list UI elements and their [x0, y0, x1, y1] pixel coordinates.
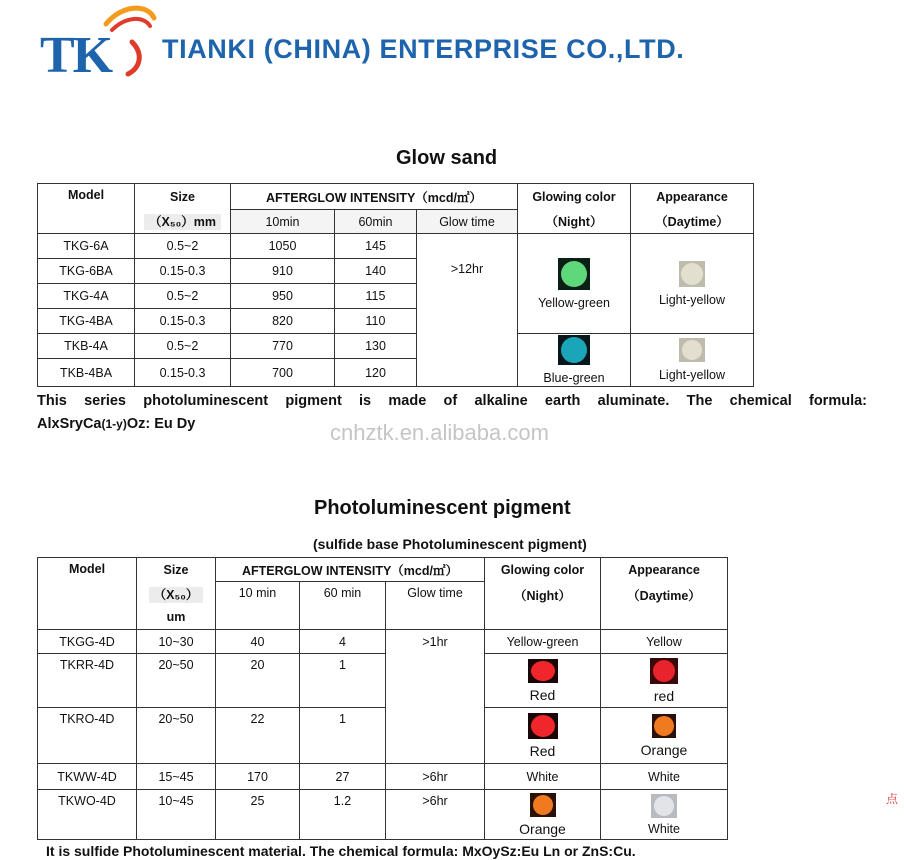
size-cell: 20~50 [137, 708, 216, 764]
t10-cell: 950 [231, 284, 335, 309]
header-glowing-color: Glowing color [485, 558, 601, 582]
model-cell: TKGG-4D [38, 630, 137, 654]
night-color-label: Red [529, 686, 556, 703]
header-daytime: （Daytime） [601, 582, 728, 630]
glow-time-cell: >6hr [386, 764, 485, 790]
orange-swatch [652, 714, 676, 738]
day-color-cell: White [601, 764, 728, 790]
header-size-unit: （X₅₀）mm [135, 210, 231, 234]
table-row [38, 790, 728, 840]
section-title-pigment: Photoluminescent pigment [314, 497, 571, 519]
company-name: TIANKI (CHINA) ENTERPRISE CO.,LTD. [162, 34, 685, 64]
size-cell: 0.15-0.3 [135, 309, 231, 334]
header-size-unit: （X₅₀） [137, 582, 216, 606]
yellow-green-swatch [558, 258, 590, 290]
t10-cell: 25 [216, 790, 300, 840]
table-row [38, 234, 754, 259]
red-swatch [528, 659, 558, 683]
model-cell: TKRR-4D [38, 654, 137, 708]
t10-cell: 770 [231, 334, 335, 359]
t60-cell: 4 [300, 630, 386, 654]
size-cell: 0.5~2 [135, 334, 231, 359]
night-color-label: Red [529, 742, 556, 759]
header-model: Model [38, 558, 137, 630]
model-cell: TKRO-4D [38, 708, 137, 764]
header-10min: 10 min [216, 582, 300, 630]
night-color-label: Yellow-green [538, 295, 610, 310]
night-color-cell [518, 334, 631, 387]
day-color-cell [601, 790, 728, 840]
t60-cell: 120 [335, 359, 417, 387]
red-swatch [650, 658, 678, 684]
watermark: cnhztk.en.alibaba.com [330, 420, 549, 445]
glow-sand-table [37, 183, 754, 387]
day-color-label: Light-yellow [658, 292, 725, 307]
header-model: Model [38, 184, 135, 234]
t60-cell: 110 [335, 309, 417, 334]
night-color-cell [518, 234, 631, 334]
t60-cell: 115 [335, 284, 417, 309]
header-size-unit-um: um [137, 606, 216, 630]
day-color-label: Orange [640, 741, 688, 758]
header-appearance: Appearance [631, 184, 754, 210]
t10-cell: 40 [216, 630, 300, 654]
size-cell: 20~50 [137, 654, 216, 708]
day-color-cell [601, 708, 728, 764]
size-cell: 0.5~2 [135, 234, 231, 259]
t60-cell: 1.2 [300, 790, 386, 840]
header-daytime: （Daytime） [631, 210, 754, 234]
t60-cell: 140 [335, 259, 417, 284]
day-color-cell [601, 654, 728, 708]
glow-time-cell: >6hr [386, 790, 485, 840]
t10-cell: 1050 [231, 234, 335, 259]
size-cell: 0.15-0.3 [135, 259, 231, 284]
header-night: （Night） [518, 210, 631, 234]
model-cell: TKG-4BA [38, 309, 135, 334]
t60-cell: 130 [335, 334, 417, 359]
header-10min: 10min [231, 210, 335, 234]
blue-green-swatch [558, 335, 590, 365]
model-cell: TKWO-4D [38, 790, 137, 840]
t60-cell: 145 [335, 234, 417, 259]
day-color-cell [631, 334, 754, 387]
size-cell: 0.15-0.3 [135, 359, 231, 387]
model-cell: TKB-4BA [38, 359, 135, 387]
night-color-cell: White [485, 764, 601, 790]
day-color-cell: Yellow [601, 630, 728, 654]
header-afterglow: AFTERGLOW INTENSITY（mcd/㎡） [216, 558, 485, 582]
night-color-label: Blue-green [543, 371, 605, 385]
header-night: （Night） [485, 582, 601, 630]
night-color-cell [485, 708, 601, 764]
light-yellow-swatch [679, 338, 705, 362]
table-row [38, 630, 728, 654]
red-swatch [528, 713, 558, 739]
header-size: Size [137, 558, 216, 582]
white-swatch [651, 794, 677, 818]
size-cell: 0.5~2 [135, 284, 231, 309]
table-row [38, 764, 728, 790]
t10-cell: 700 [231, 359, 335, 387]
model-cell: TKG-6BA [38, 259, 135, 284]
orange-swatch [530, 793, 556, 817]
t10-cell: 910 [231, 259, 335, 284]
header-glow-time: Glow time [417, 210, 518, 234]
t60-cell: 27 [300, 764, 386, 790]
night-color-cell: Yellow-green [485, 630, 601, 654]
t10-cell: 820 [231, 309, 335, 334]
header-size: Size [135, 184, 231, 210]
pigment-note: It is sulfide Photoluminescent material. The chemical formula: MxOySz:Eu Ln or ZnS:Cu. [46, 843, 636, 859]
side-mark: 点 [886, 792, 899, 806]
header-glow-time: Glow time [386, 582, 485, 630]
night-color-cell [485, 654, 601, 708]
model-cell: TKG-4A [38, 284, 135, 309]
night-color-cell [485, 790, 601, 840]
day-color-label: White [648, 821, 680, 836]
table-row [38, 654, 728, 708]
day-color-label: red [653, 687, 675, 704]
section-title-glow-sand: Glow sand [396, 147, 498, 169]
svg-text:TK: TK [40, 27, 112, 82]
table-row [38, 708, 728, 764]
night-color-label: Orange [519, 820, 566, 837]
pigment-table [37, 557, 728, 840]
chemical-formula: AlxSryCa(1-y)Oz: Eu Dy [37, 416, 196, 432]
model-cell: TKG-6A [38, 234, 135, 259]
company-logo [36, 2, 166, 82]
size-cell: 15~45 [137, 764, 216, 790]
t10-cell: 20 [216, 654, 300, 708]
header-glowing-color: Glowing color [518, 184, 631, 210]
model-cell: TKB-4A [38, 334, 135, 359]
size-cell: 10~45 [137, 790, 216, 840]
table-row [38, 334, 754, 359]
glow-sand-note: This series photoluminescent pigment is made of alkaline earth aluminate. The chemical formula: [37, 393, 867, 409]
t60-cell: 1 [300, 654, 386, 708]
t10-cell: 22 [216, 708, 300, 764]
day-color-label: Light-yellow [658, 368, 725, 382]
header-appearance: Appearance [601, 558, 728, 582]
t60-cell: 1 [300, 708, 386, 764]
header-60min: 60min [335, 210, 417, 234]
light-yellow-swatch [679, 261, 705, 287]
size-cell: 10~30 [137, 630, 216, 654]
glow-time-cell: >12hr [417, 234, 518, 387]
model-cell: TKWW-4D [38, 764, 137, 790]
glow-time-cell: >1hr [386, 630, 485, 764]
header-afterglow: AFTERGLOW INTENSITY（mcd/㎡） [231, 184, 518, 210]
header-60min: 60 min [300, 582, 386, 630]
t10-cell: 170 [216, 764, 300, 790]
section-subtitle-pigment: (sulfide base Photoluminescent pigment) [313, 536, 587, 552]
day-color-cell [631, 234, 754, 334]
